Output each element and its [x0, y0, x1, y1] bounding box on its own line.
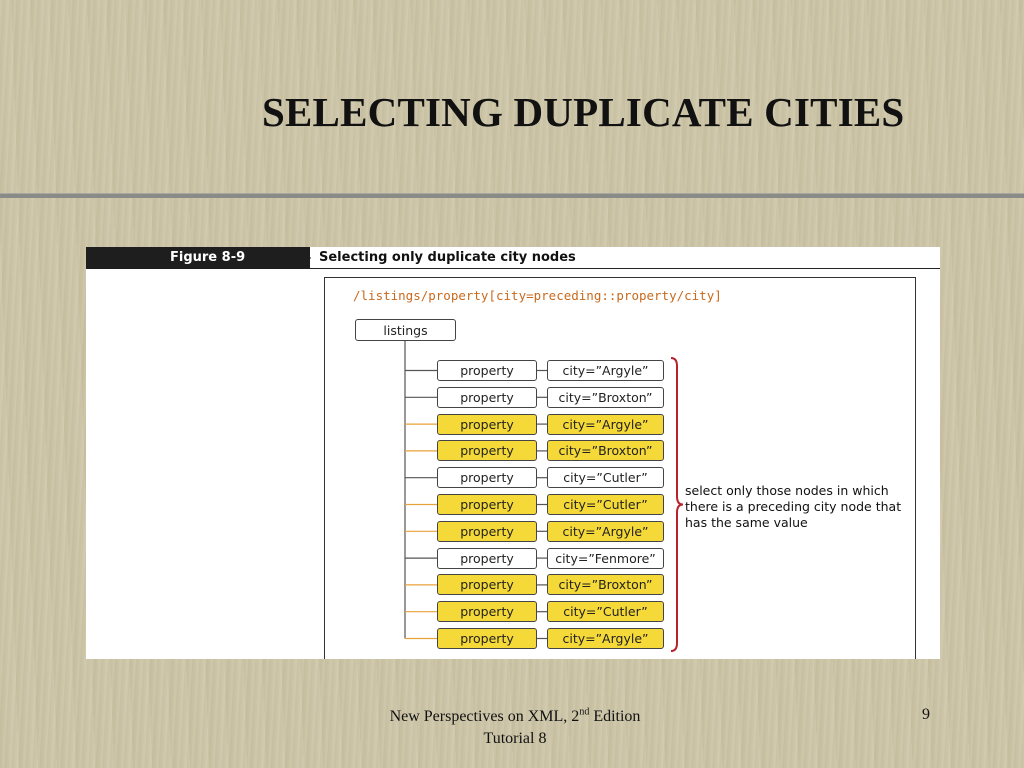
property-node-duplicate: property: [437, 414, 537, 435]
city-node: city=”Argyle”: [547, 360, 664, 381]
city-node-duplicate: city=”Argyle”: [547, 414, 664, 435]
city-node: city=”Broxton”: [547, 387, 664, 408]
root-node-listings: listings: [355, 319, 456, 341]
footer-text: [340, 706, 690, 750]
property-node-duplicate: property: [437, 601, 537, 622]
property-node-duplicate: property: [437, 574, 537, 595]
figure-caption: Selecting only duplicate city nodes: [319, 250, 576, 265]
property-node: property: [437, 548, 537, 569]
city-node-duplicate: city=”Broxton”: [547, 574, 664, 595]
footer-line1-superscript: nd: [579, 706, 590, 718]
figure-panel: [86, 247, 940, 659]
annotation-text: select only those nodes in which there is a preceding city node that has the same value: [685, 483, 902, 530]
property-node: property: [437, 467, 537, 488]
property-node-duplicate: property: [437, 628, 537, 649]
page-number: 9: [922, 706, 930, 723]
figure-header-rule: [310, 268, 940, 269]
property-node-duplicate: property: [437, 440, 537, 461]
city-node: city=”Fenmore”: [547, 548, 664, 569]
property-node: property: [437, 387, 537, 408]
city-node-duplicate: city=”Broxton”: [547, 440, 664, 461]
property-node-duplicate: property: [437, 521, 537, 542]
figure-content: [324, 277, 916, 659]
city-node-duplicate: city=”Cutler”: [547, 494, 664, 515]
city-node-duplicate: city=”Argyle”: [547, 521, 664, 542]
figure-header: [86, 247, 940, 269]
property-node-duplicate: property: [437, 494, 537, 515]
footer-line1-prefix: New Perspectives on XML, 2: [389, 708, 580, 725]
city-node-duplicate: city=”Cutler”: [547, 601, 664, 622]
figure-label: Figure 8-9: [170, 250, 246, 265]
figure-label-arrow: [300, 247, 311, 269]
slide-title: SELECTING DUPLICATE CITIES: [262, 89, 905, 135]
city-node-duplicate: city=”Argyle”: [547, 628, 664, 649]
footer-line2: Tutorial 8: [483, 730, 547, 747]
property-node: property: [437, 360, 537, 381]
footer-line1-suffix: Edition: [589, 708, 641, 725]
city-node: city=”Cutler”: [547, 467, 664, 488]
title-divider: [0, 193, 1024, 198]
xpath-expression: /listings/property[city=preceding::property/city]: [353, 288, 722, 303]
duplicate-bracket: [671, 358, 683, 651]
